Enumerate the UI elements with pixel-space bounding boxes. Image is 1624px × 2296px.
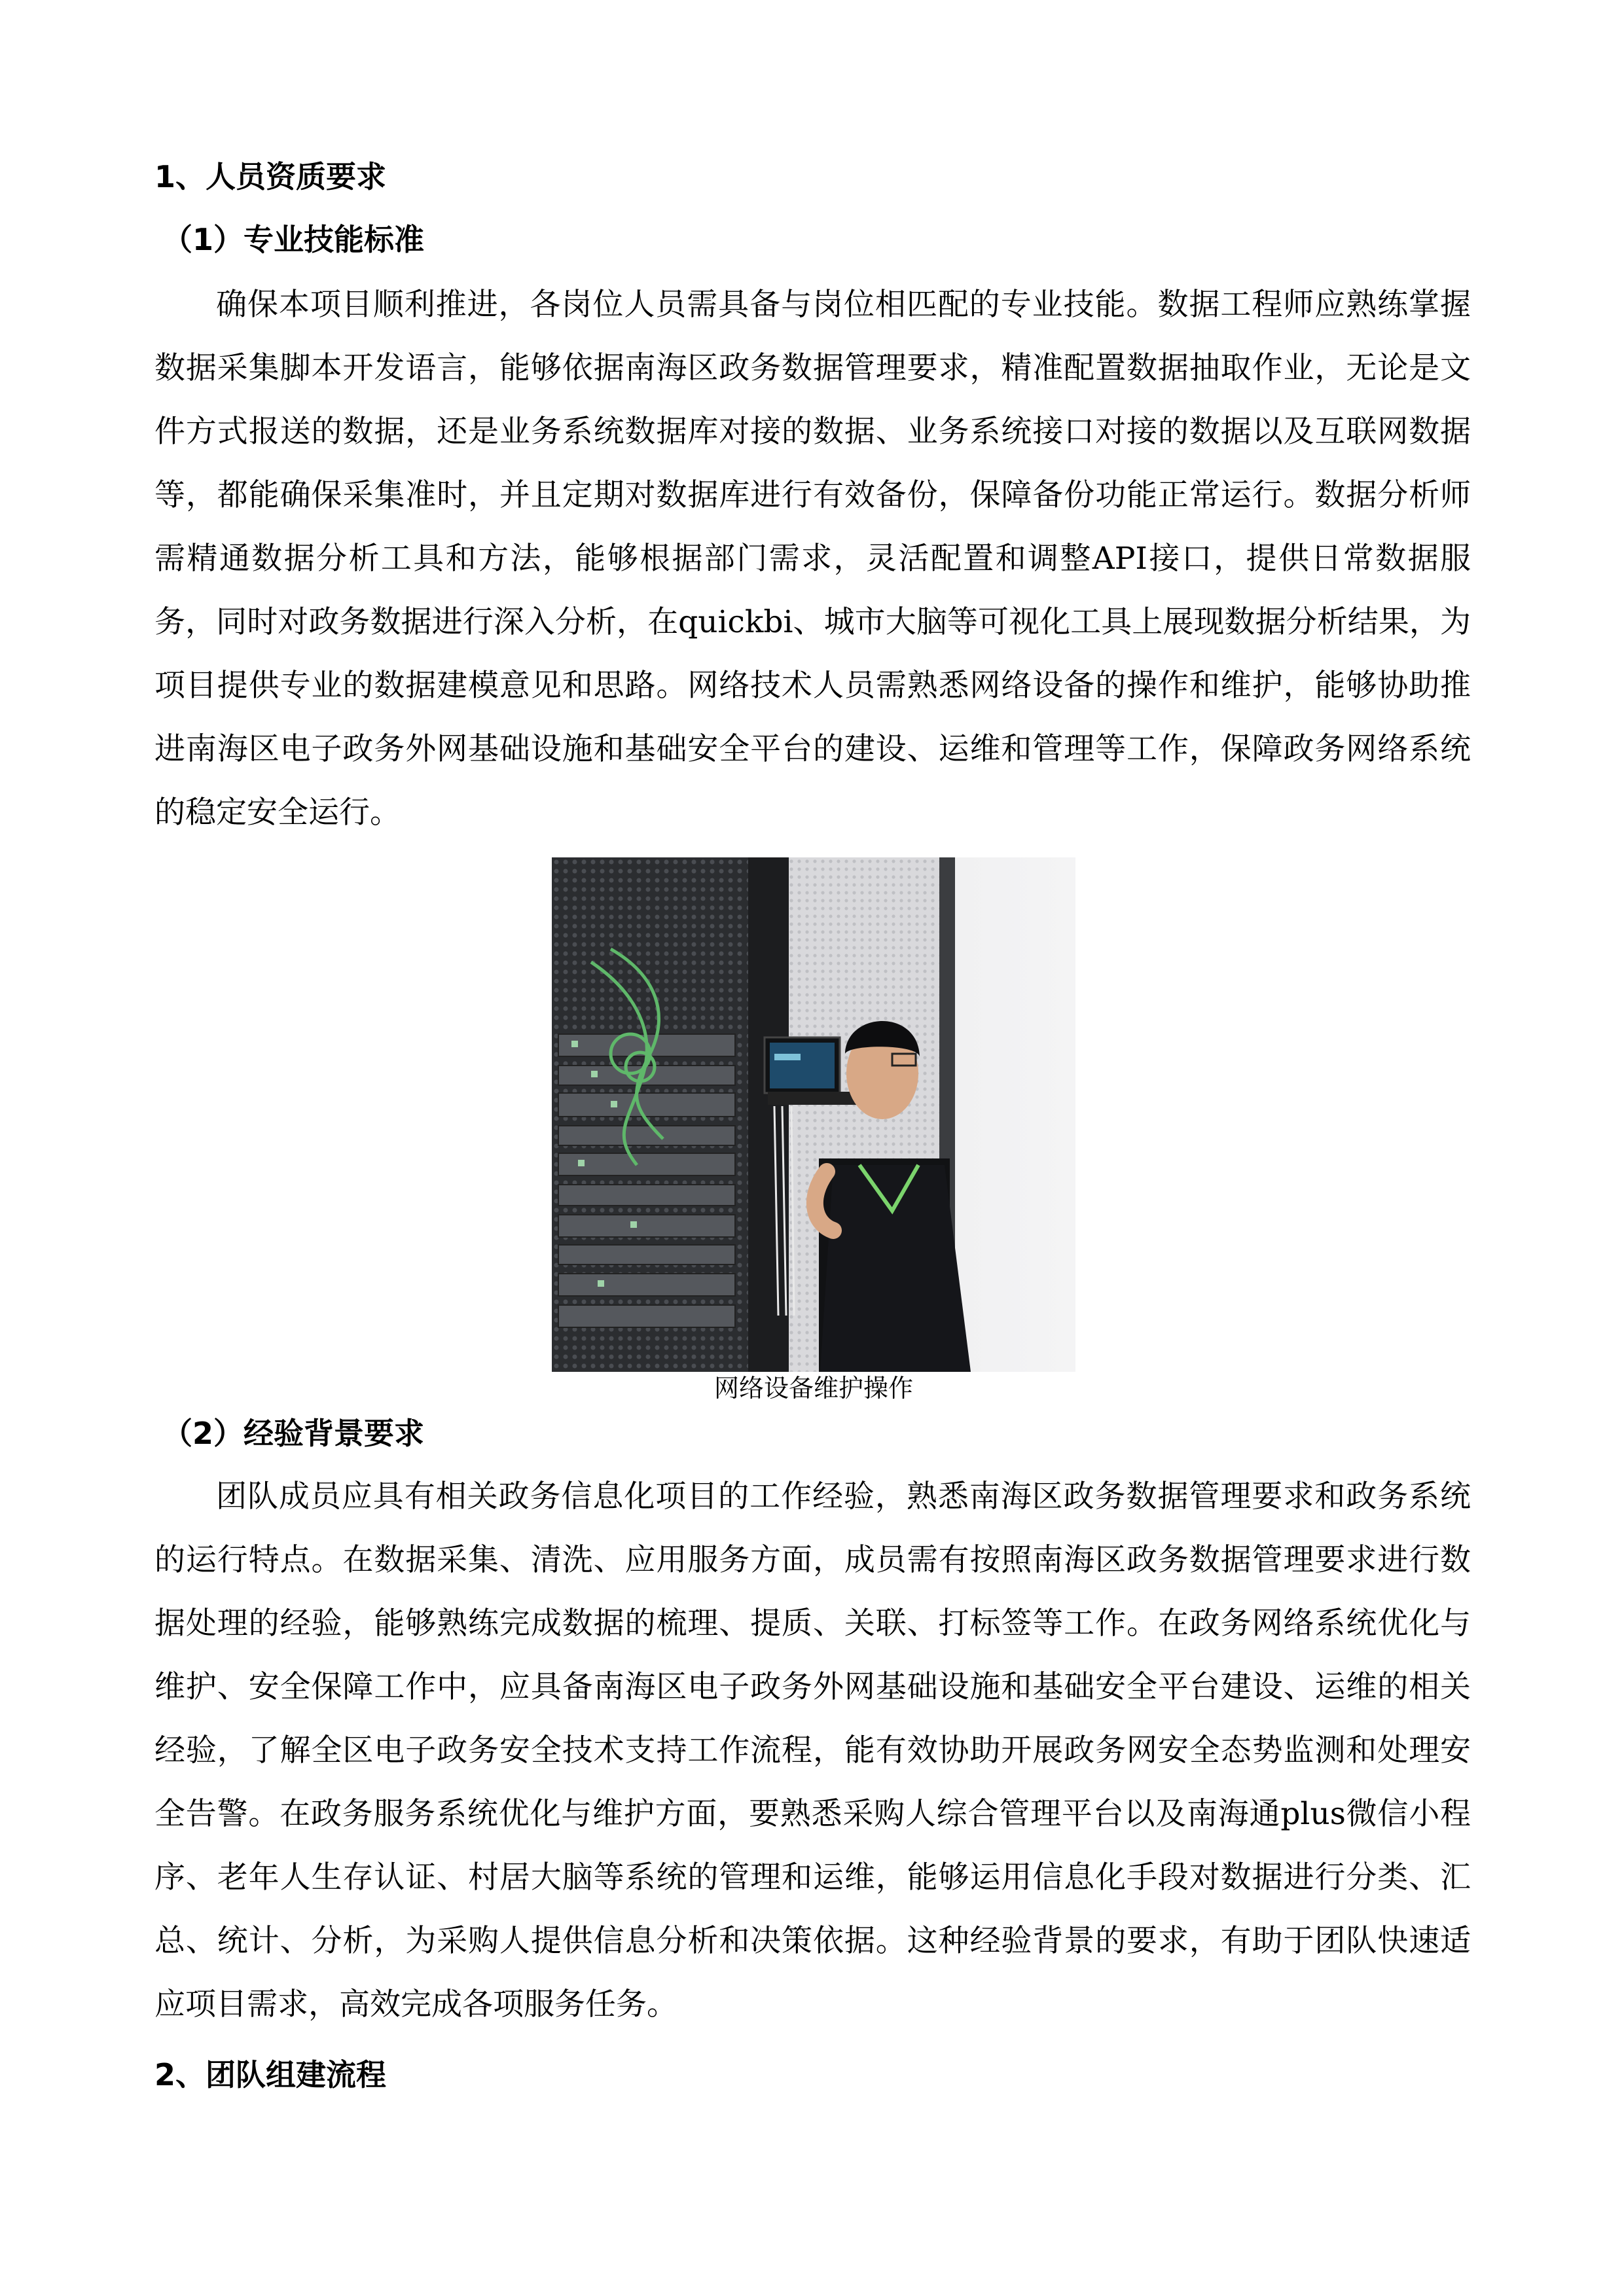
section-heading-team-building: 2、团队组建流程 <box>154 2057 387 2092</box>
section-heading-personnel-qualifications: 1、人员资质要求 <box>154 159 387 194</box>
paragraph-professional-skills: 确保本项目顺利推进，各岗位人员需具备与岗位相匹配的专业技能。数据工程师应熟练掌握数据采集脚本开发语言，能够依据南海区政务数据管理要求，精准配置数据抽取作业，无论是文件方式报送的数据，还是业务系统数据库对接的数据、业务系统接口对接的数据以及互联网数据等，都能确保采集准时，并且定期对数据库进行有效备份，保障备份功能正常运行。数据分析师需精通数据分析工具和方法，能够根据部门需求，灵活配置和调整API接口，提供日常数据服务，同时对政务数据进行深入分析，在quickbi、城市大脑等可视化工具上展现数据分析结果，为项目提供专业的数据建模意见和思路。网络技术人员需熟悉网络设备的操作和维护，能够协助推进南海区电子政务外网基础设施和基础安全平台的建设、运维和管理等工作，保障政务网络系统的稳定安全运行。 <box>154 287 1471 831</box>
paragraph-experience-background: 团队成员应具有相关政务信息化项目的工作经验，熟悉南海区政务数据管理要求和政务系统的运行特点。在数据采集、清洗、应用服务方面，成员需有按照南海区政务数据管理要求进行数据处理的经验，能够熟练完成数据的梳理、提质、关联、打标签等工作。在政务网络系统优化与维护、安全保障工作中，应具备南海区电子政务外网基础设施和基础安全平台建设、运维的相关经验，了解全区电子政务安全技术支持工作流程，能有效协助开展政务网安全态势监测和处理安全告警。在政务服务系统优化与维护方面，要熟悉采购人综合管理平台以及南海通plus微信小程序、老年人生存认证、村居大脑等系统的管理和运维，能够运用信息化手段对数据进行分类、汇总、统计、分析，为采购人提供信息分析和决策依据。这种经验背景的要求，有助于团队快速适应项目需求，高效完成各项服务任务。 <box>154 1479 1471 2022</box>
subsection-heading-professional-skills: （1）专业技能标准 <box>162 222 425 257</box>
subsection-heading-experience-background: （2）经验背景要求 <box>162 1416 425 1451</box>
photo-network-maintenance <box>552 857 1075 1372</box>
figure-caption: 网络设备维护操作 <box>713 1374 913 1403</box>
